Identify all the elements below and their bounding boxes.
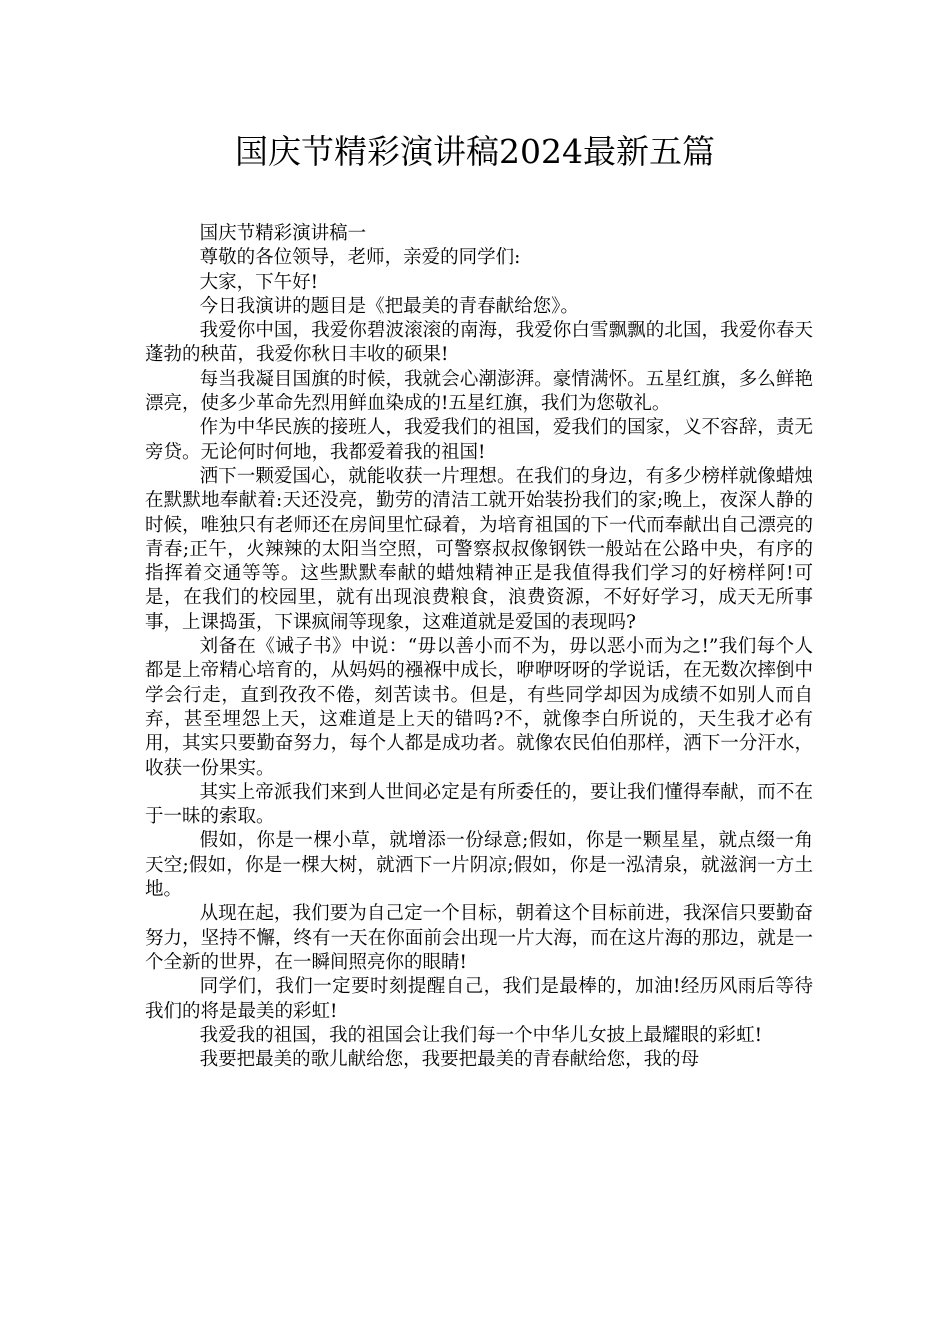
paragraph: 刘备在《诫子书》中说：“毋以善小而不为，毋以恶小而为之!”我们每个人都是上帝精心培育的，从妈妈的襁褓中成长，咿咿呀呀的学说话，在无数次摔倒中学会行走，直到孜孜不倦，刻苦读书。但是，有些同学却因为成绩不如别人而自弃，甚至埋怨上天，这难道是上天的错吗?不，就像李白所说的，天生我才必有用，其实只要勤奋努力，每个人都是成功者。就像农民伯伯那样，洒下一分汗水，收获一份果实。 bbox=[145, 636, 813, 779]
paragraph: 洒下一颗爱国心，就能收获一片理想。在我们的身边，有多少榜样就像蜡烛在默默地奉献着:天还没亮，勤劳的清洁工就开始装扮我们的家;晚上，夜深人静的时候，唯独只有老师还在房间里忙碌着，为培育祖国的下一代而奉献出自己漂亮的青春;正午，火辣辣的太阳当空照，可警察叔叔像钢铁一般站在公路中央，有序的指挥着交通等等。这些默默奉献的蜡烛精神正是我值得我们学习的好榜样阿!可是，在我们的校园里，就有出现浪费粮食，浪费资源，不好好学习，成天无所事事，上课捣蛋，下课疯闹等现象，这难道就是爱国的表现吗? bbox=[145, 465, 813, 633]
paragraph: 其实上帝派我们来到人世间必定是有所委任的，要让我们懂得奉献，而不在于一昧的索取。 bbox=[145, 781, 813, 828]
greeting: 大家，下午好! bbox=[199, 271, 318, 293]
paragraph: 作为中华民族的接班人，我爱我们的祖国，爱我们的国家，义不容辞，责无旁贷。无论何时何地，我都爱着我的祖国! bbox=[145, 417, 813, 463]
speech-topic: 今日我演讲的题目是《把最美的青春献给您》。 bbox=[199, 295, 579, 317]
document-body bbox=[145, 222, 813, 1072]
paragraph: 每当我凝目国旗的时候，我就会心潮澎湃。豪情满怀。五星红旗，多么鲜艳漂亮，使多少革命先烈用鲜血染成的!五星红旗，我们为您敬礼。 bbox=[145, 368, 813, 415]
paragraph: 假如，你是一棵小草，就增添一份绿意;假如，你是一颗星星，就点缀一角天空;假如，你是一棵大树，就洒下一片阴凉;假如，你是一泓清泉，就滋润一方土地。 bbox=[145, 830, 813, 901]
document-title: 国庆节精彩演讲稿2024最新五篇 bbox=[235, 132, 715, 171]
paragraph: 同学们，我们一定要时刻提醒自己，我们是最棒的，加油!经历风雨后等待我们的将是最美的彩虹! bbox=[145, 976, 813, 1022]
salutation: 尊敬的各位领导，老师，亲爱的同学们: bbox=[199, 247, 521, 269]
paragraph: 从现在起，我们要为自己定一个目标，朝着这个目标前进，我深信只要勤奋努力，坚持不懈，终有一天在你面前会出现一片大海，而在这片海的那边，就是一个全新的世界，在一瞬间照亮你的眼睛! bbox=[145, 903, 813, 973]
paragraph: 我爱我的祖国，我的祖国会让我们每一个中华儿女披上最耀眼的彩虹! bbox=[199, 1024, 762, 1046]
paragraph: 我爱你中国，我爱你碧波滚滚的南海，我爱你白雪飘飘的北国，我爱你春天蓬勃的秧苗，我爱你秋日丰收的硕果! bbox=[145, 320, 813, 366]
section-heading: 国庆节精彩演讲稿一 bbox=[199, 223, 367, 244]
paragraph: 我要把最美的歌儿献给您，我要把最美的青春献给您，我的母 bbox=[199, 1049, 700, 1071]
